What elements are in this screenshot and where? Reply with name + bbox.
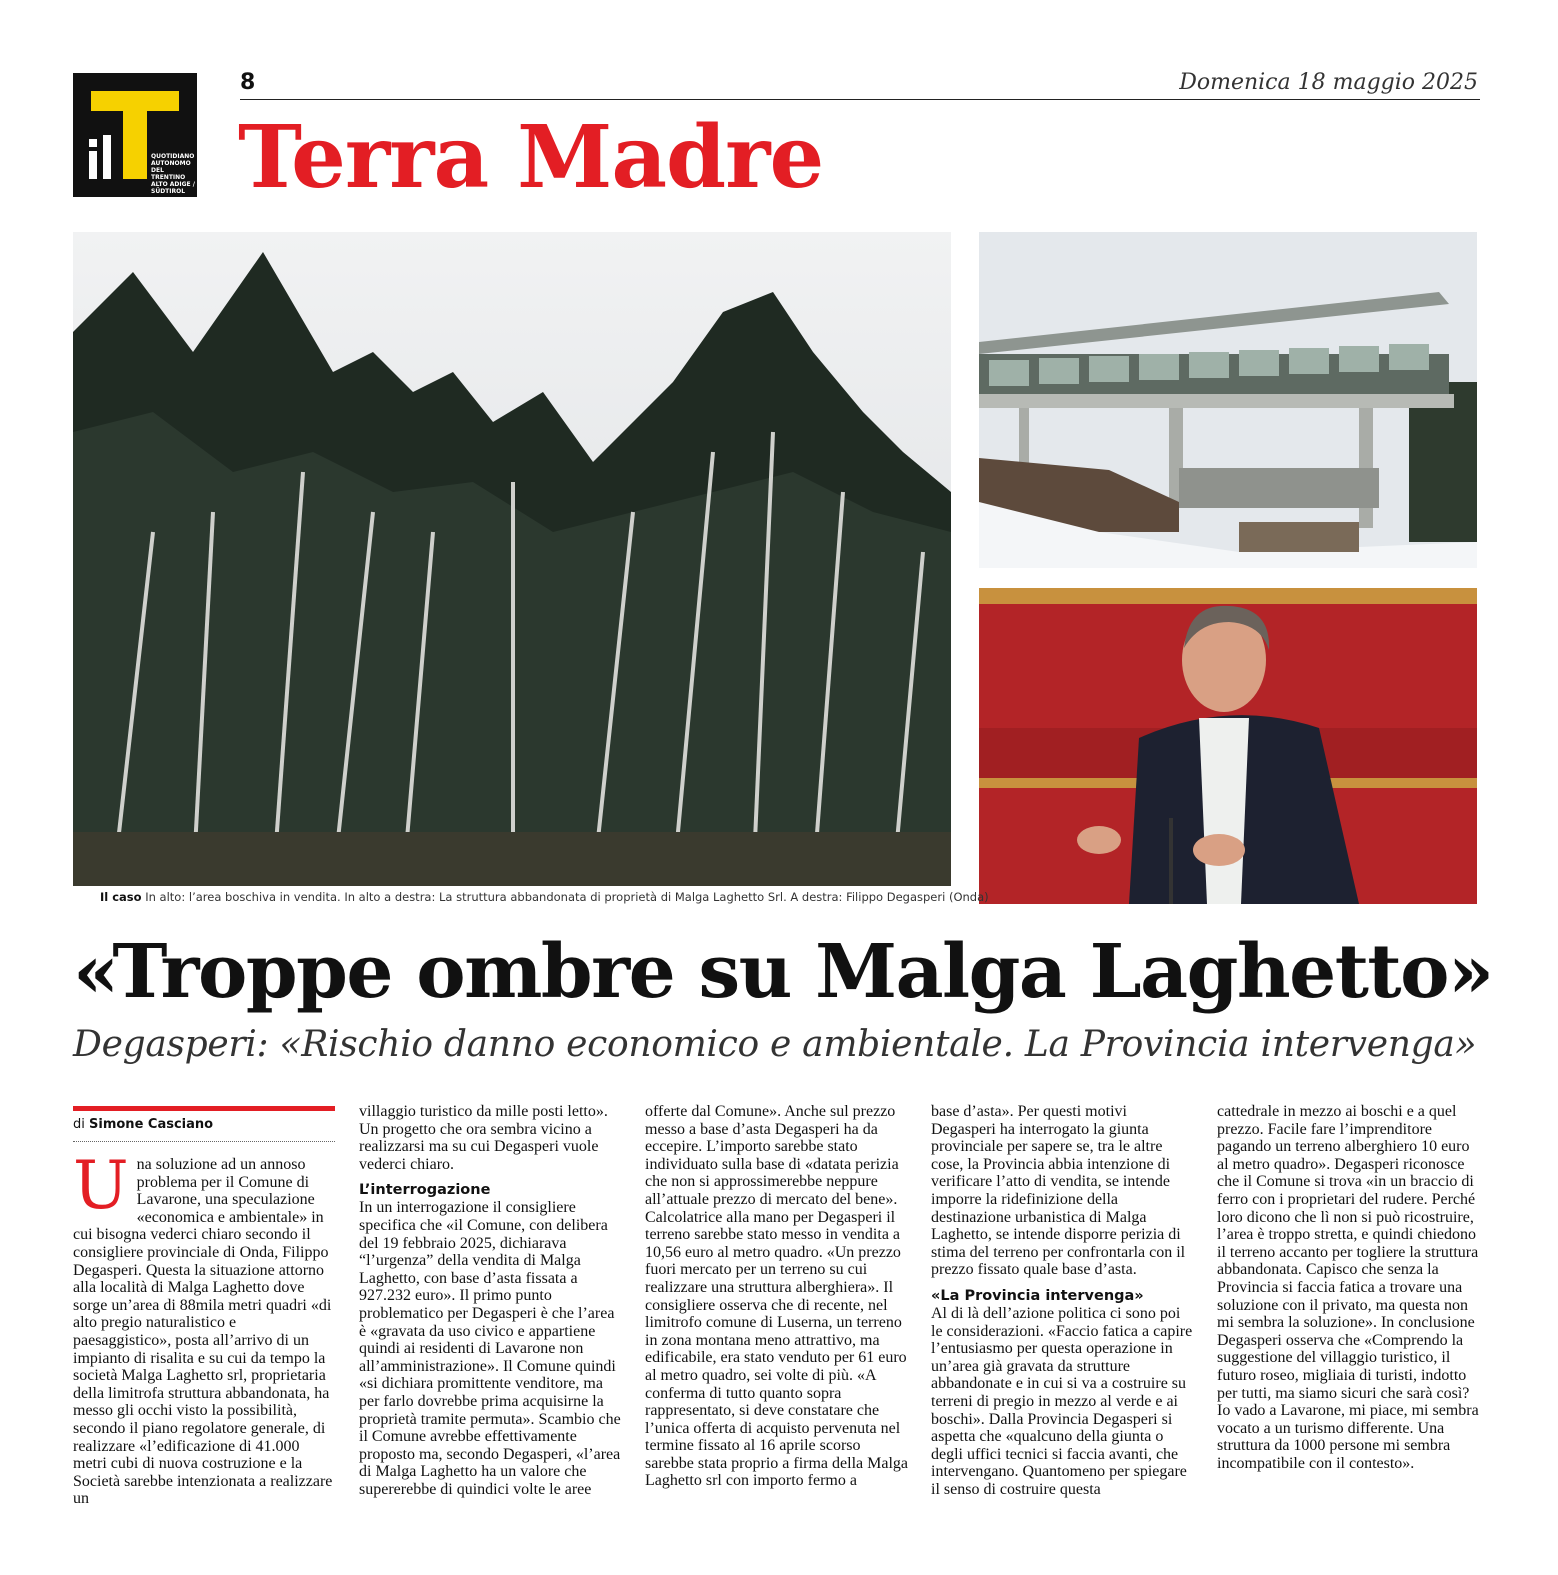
caption-text: In alto: l’area boschiva in vendita. In alto a destra: La struttura abbandonata di proprietà di Malga Laghetto Srl. A destra: Filippo Degasperi (Onda) — [145, 890, 989, 904]
building-photo — [979, 232, 1477, 568]
caption-label: Il caso — [100, 890, 142, 904]
article-headline: «Troppe ombre su Malga Laghetto» — [73, 929, 1493, 1015]
column-1-text: na soluzione ad un annoso problema per il Comune di Lavarone, una speculazione «economica e ambientale» in cui bisogna vederci chiaro secondo il consigliere provinciale di Onda, Filippo Degasperi. Questa la situazione attorno alla località di Malga Laghetto dove sorge un’area di 88mila metri quadri «di alto pregio naturalistico e paesaggistico», posta all’arrivo di un impianto di risalita e su cui da tempo la società Malga Laghetto srl, proprietaria della limitrofa struttura abbandonata, ha messo gli occhi visto la possibilità, secondo il piano regolatore generale, di realizzare «l’edificazione di 41.000 metri cubi di nuova costruzione e la Società sarebbe intenzionata a realizzare un — [73, 1156, 333, 1508]
column-4-intro: base d’asta». Per questi motivi Degasperi ha interrogato la giunta provinciale per sapere se, tra le altre cose, la Provincia abbia intenzione di verificare l’atto di vendita, se intende imporre la ridefinizione della destinazione urbanistica di Malga Laghetto, se intende disporre perizia di stima del terreno per confrontarla con il prezzo fissato quale base d’asta. — [931, 1103, 1186, 1279]
article-column-5 — [1217, 1103, 1481, 1472]
newspaper-logo — [73, 73, 197, 197]
article-column-4 — [931, 1103, 1195, 1498]
issue-date: Domenica 18 maggio 2025 — [1179, 70, 1478, 95]
logo-tagline: QUOTIDIANO AUTONOMO DEL TRENTINO ALTO ADIGE / SÜDTIROL — [151, 153, 195, 195]
page-number: 8 — [240, 70, 256, 95]
article-subheadline: Degasperi: «Rischio danno economico e ambientale. La Provincia intervenga» — [73, 1024, 1477, 1065]
byline-prefix: di — [73, 1117, 85, 1132]
header-rule — [240, 99, 1480, 100]
column-3-text: offerte dal Comune». Anche sul prezzo messo a base d’asta Degasperi ha da eccepire. L’importo sarebbe stato individuato sulla base di «datata perizia che non si approssimerebbe neppure all’attuale prezzo di mercato del bene». Calcolatrice alla mano per Degasperi il terreno sarebbe stato messo in vendita a 10,56 euro al metro quadro. «Un prezzo fuori mercato per un terreno su cui realizzare una struttura alberghiera». Il consigliere osserva che di recente, nel limitrofo comune di Luserna, un terreno in zona montana meno attrattivo, ma edificabile, era stato venduto per 61 euro al metro quadro, sei volte di più. «A conferma di tutto quanto sopra rappresentato, si deve constatare che l’unica offerta di acquisto pervenuta nel termine fissato al 16 aprile scorso sarebbe stata proprio a firma della Malga Laghetto srl con importo fermo a — [645, 1103, 908, 1490]
forest-photo — [73, 232, 951, 886]
author-name: Simone Casciano — [89, 1117, 214, 1132]
degasperi-photo — [979, 588, 1477, 904]
section-title: Terra Madre — [238, 107, 824, 208]
drop-cap: U — [73, 1147, 129, 1224]
il-monogram — [87, 135, 121, 181]
column-2-text: In un interrogazione il consigliere specifica che «il Comune, con delibera del 19 febbraio 2025, dichiarava “l’urgenza” della vendita di Malga Laghetto, con base d’asta fissata a 927.232 euro». Il primo punto problematico per Degasperi è che l’area è «gravata da uso civico e appartiene quindi ai residenti di Lavarone non all’amministrazione». Il Comune quindi «si dichiara promittente venditore, ma per farlo dovrebbe prima acquisirne la proprietà tramite permuta». Scambio che il Comune avrebbe effettivamente proposto ma, secondo Degasperi, «l’area di Malga Laghetto ha un valore che supererebbe di quindici volte le aree — [359, 1199, 621, 1498]
byline-divider — [73, 1141, 335, 1142]
column-2-intro: villaggio turistico da mille posti letto». Un progetto che ora sembra vicino a realizzarsi ma su cui Degasperi vuole vederci chiaro. — [359, 1103, 608, 1173]
subheading-interrogazione: L’interrogazione — [359, 1182, 491, 1199]
column-5-text: cattedrale in mezzo ai boschi e a quel prezzo. Facile fare l’imprenditore pagando un terreno alberghiero 10 euro al metro quadro». Degasperi riconosce che il Comune si trova «in un braccio di ferro con i proprietari del rudere. Perché loro dicono che lì non si può ricostruire, l’area è troppo stretta, e quindi chiedono il terreno accanto per togliere la struttura abbandonata. Capisco che senza la Provincia si faccia fatica a trovare una soluzione con il privato, ma questa non mi sembra la soluzione». In conclusione Degasperi osserva che «Comprendo la suggestione del villaggio turistico, il futuro roseo, migliaia di turisti, indotto per tutti, ma siamo sicuri che sarà così? Io vado a Lavarone, mi piace, mi sembra vocato a un turismo differente. Una struttura da 1000 persone mi sembra incompatibile con il contesto». — [1217, 1103, 1479, 1472]
article-column-2 — [359, 1103, 623, 1498]
byline-accent-rule — [73, 1106, 335, 1111]
article-column-3 — [645, 1103, 909, 1490]
photo-caption — [100, 890, 989, 904]
subheading-provincia: «La Provincia intervenga» — [931, 1287, 1144, 1304]
column-4-text: Al di là dell’azione politica ci sono poi le considerazioni. «Faccio fatica a capire l’entusiasmo per questa operazione in un’area già gravata da strutture abbandonate e in cui si va a costruire su terreni di pregio in mezzo al verde e ai boschi». Dalla Provincia Degasperi si aspetta che «qualcuno della giunta o degli uffici tecnici si faccia avanti, che intervengano. Quantomeno per spiegare il senso di costruire questa — [931, 1304, 1193, 1498]
article-column-1 — [73, 1147, 335, 1508]
byline — [73, 1117, 213, 1132]
